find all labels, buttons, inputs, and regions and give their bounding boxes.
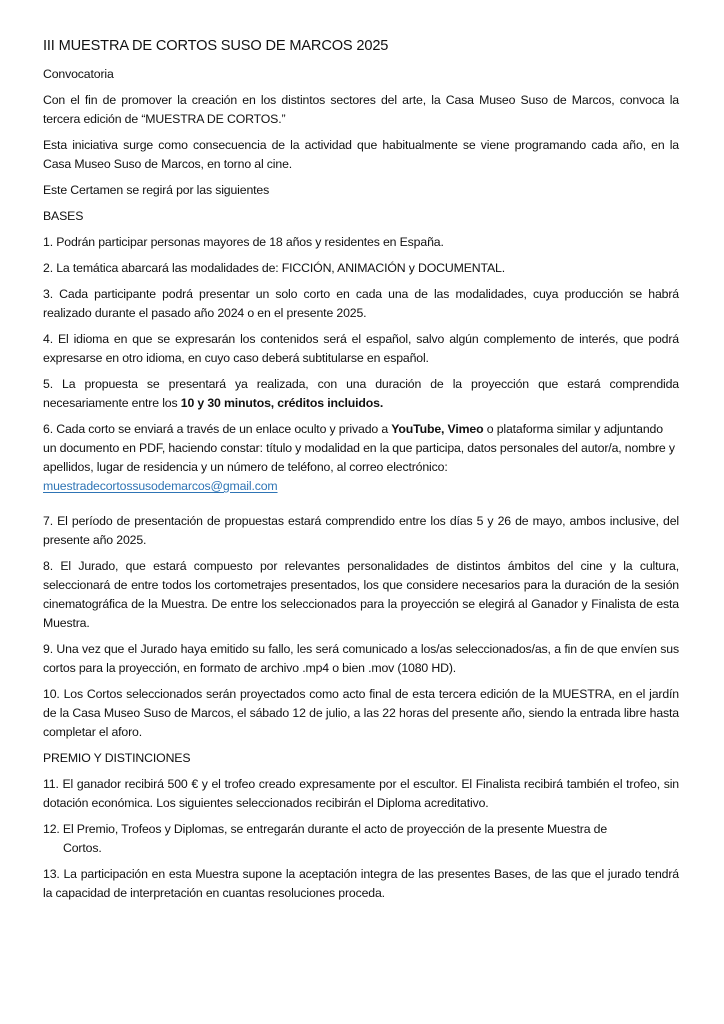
rule-5-text: 5. La propuesta se presentará ya realizada, con una duración de la proyección que estará comprendida necesariamente entre los (43, 377, 679, 410)
rule-5 (43, 375, 679, 413)
email-link[interactable]: muestradecortossusodemarcos@gmail.com (43, 479, 278, 493)
rule-4: 4. El idioma en que se expresarán los contenidos será el español, salvo algún complemento de interés, que podrá expresarse en otro idioma, en cuyo caso deberá subtitularse en español. (43, 332, 679, 365)
document-subtitle: Convocatoria (43, 67, 114, 81)
rule-6-platforms-bold: YouTube, Vimeo (391, 422, 484, 436)
document-title: III MUESTRA DE CORTOS SUSO DE MARCOS 2025 (43, 38, 389, 54)
rule-6 (43, 420, 679, 496)
document-page (43, 36, 679, 910)
rule-9: 9. Una vez que el Jurado haya emitido su fallo, les será comunicado a los/as seleccionados/as, a fin de que envíen sus cortos para la proyección, en formato de archivo .mp4 o bien .mov (1080 HD). (43, 642, 679, 675)
rule-10: 10. Los Cortos seleccionados serán proyectados como acto final de esta tercera edición de la MUESTRA, en el jardín de la Casa Museo Suso de Marcos, el sábado 12 de julio, a las 22 horas del presente año, siendo la entrada libre hasta completar el aforo. (43, 687, 679, 739)
rule-8: 8. El Jurado, que estará compuesto por relevantes personalidades de distintos ámbitos del cine y la cultura, seleccionará de entre todos los cortometrajes presentados, los que considere necesarios para la duración de la sesión cinematográfica de la Muestra. De entre los seleccionados para la proyección se elegirá al Ganador y Finalista de esta Muestra. (43, 559, 679, 630)
rule-1: 1. Podrán participar personas mayores de 18 años y residentes en España. (43, 235, 444, 249)
rule-12-line-2: Cortos. (63, 841, 102, 855)
rule-6-text-b: o plataforma similar y adjuntando un documento en PDF, haciendo constar: título y modalidad en la que participa, datos personales del autor/a, nombre y apellidos, lugar de residencia y un número de teléfono, al correo electrónico: (43, 422, 675, 474)
intro-paragraph-1: Con el fin de promover la creación en los distintos sectores del arte, la Casa Museo Suso de Marcos, convoca la tercera edición de “MUESTRA DE CORTOS.” (43, 93, 679, 126)
rule-13: 13. La participación en esta Muestra supone la aceptación integra de las presentes Bases, de las que el jurado tendrá la capacidad de interpretación en cuantas resoluciones proceda. (43, 867, 679, 900)
rule-6-text-a: 6. Cada corto se enviará a través de un enlace oculto y privado a (43, 422, 392, 436)
intro-paragraph-3: Este Certamen se regirá por las siguientes (43, 183, 270, 197)
rule-12 (43, 820, 679, 858)
intro-paragraph-2: Esta iniciativa surge como consecuencia de la actividad que habitualmente se viene programando cada año, en la Casa Museo Suso de Marcos, en torno al cine. (43, 138, 679, 171)
rule-5-duration-bold: 10 y 30 minutos, créditos incluidos. (180, 396, 384, 410)
bases-heading: BASES (43, 209, 84, 223)
rule-7: 7. El período de presentación de propuestas estará comprendido entre los días 5 y 26 de mayo, ambos inclusive, del presente año 2025. (43, 514, 679, 547)
rule-3: 3. Cada participante podrá presentar un solo corto en cada una de las modalidades, cuya producción se habrá realizado durante el pasado año 2024 o en el presente 2025. (43, 287, 679, 320)
rule-2: 2. La temática abarcará las modalidades de: FICCIÓN, ANIMACIÓN y DOCUMENTAL. (43, 261, 505, 275)
rule-12-line-1: 12. El Premio, Trofeos y Diplomas, se entregarán durante el acto de proyección de la presente Muestra de (43, 822, 608, 836)
prizes-heading: PREMIO Y DISTINCIONES (43, 751, 191, 765)
rule-11: 11. El ganador recibirá 500 € y el trofeo creado expresamente por el escultor. El Finalista recibirá también el trofeo, sin dotación económica. Los siguientes seleccionados recibirán el Diploma acreditativo. (43, 777, 679, 810)
